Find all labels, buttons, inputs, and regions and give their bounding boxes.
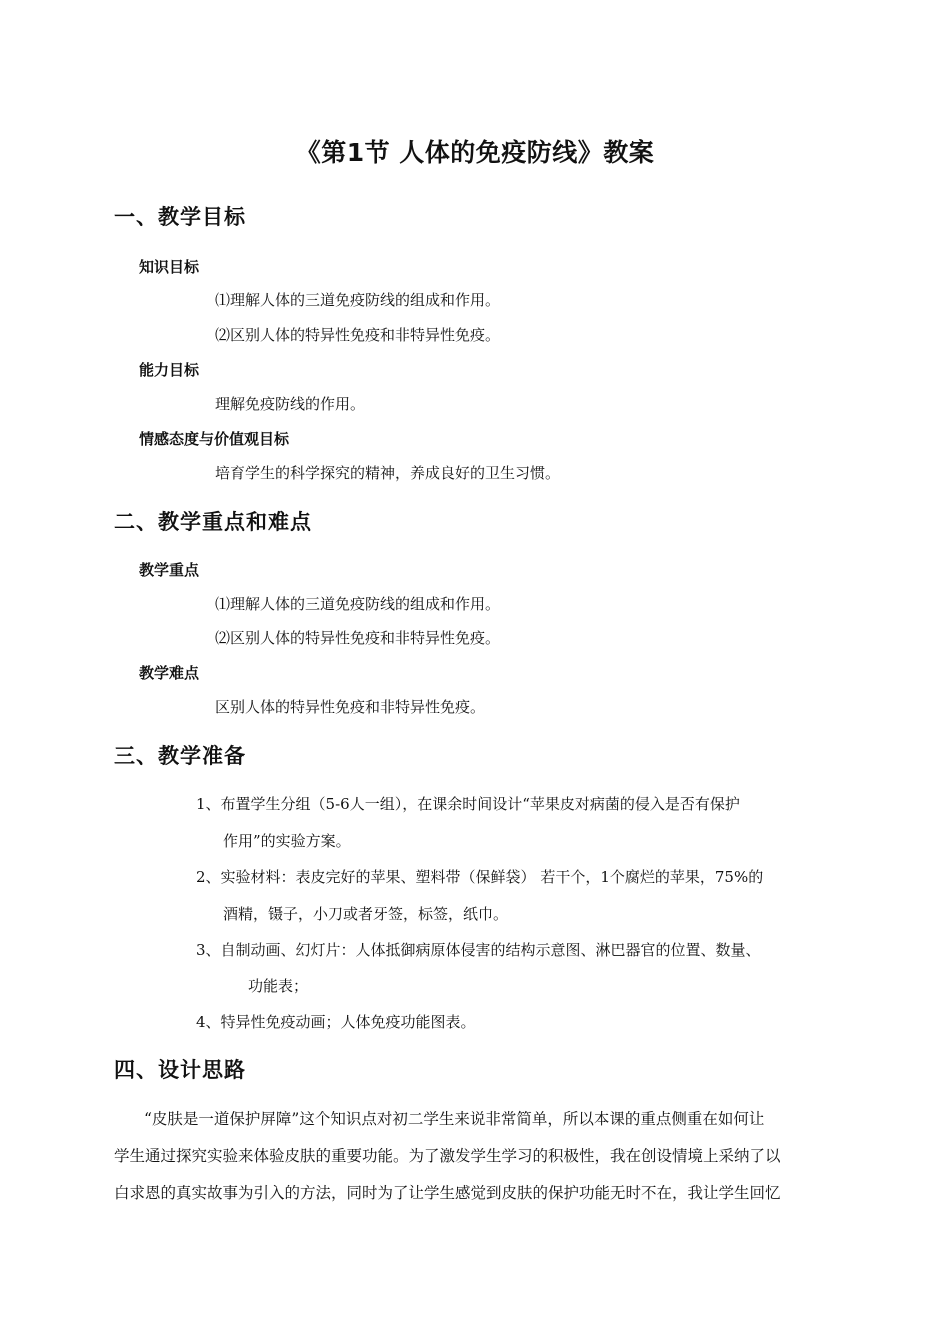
paragraph-line: 学生通过探究实验来体验皮肤的重要功能。为了激发学生学习的积极性，我在创设情境上采纳了以 <box>114 1147 781 1165</box>
paragraph: 理解免疫防线的作用。 <box>215 395 366 413</box>
list-item: ⑴理解人体的三道免疫防线的组成和作用。 <box>215 595 501 613</box>
section-heading-key-points: 二、教学重点和难点 <box>114 510 312 534</box>
paragraph: 培育学生的科学探究的精神，养成良好的卫生习惯。 <box>215 464 561 482</box>
list-item: 3、自制动画、幻灯片：人体抵御病原体侵害的结构示意图、淋巴器官的位置、数量、 <box>196 941 761 959</box>
subheading-ability: 能力目标 <box>139 361 200 379</box>
paragraph: 区别人体的特异性免疫和非特异性免疫。 <box>215 698 486 716</box>
page-title: 《第1节 人体的免疫防线》教案 <box>295 138 655 167</box>
list-item-continuation: 作用”的实验方案。 <box>223 832 351 850</box>
subheading-knowledge: 知识目标 <box>139 258 200 276</box>
list-item: 1、布置学生分组（5-6人一组），在课余时间设计“苹果皮对病菌的侵入是否有保护 <box>196 795 740 813</box>
list-item-continuation: 功能表； <box>248 977 309 995</box>
subheading-key: 教学重点 <box>139 561 200 579</box>
list-item: ⑵区别人体的特异性免疫和非特异性免疫。 <box>215 629 501 647</box>
paragraph-line: “皮肤是一道保护屏障”这个知识点对初二学生来说非常简单，所以本课的重点侧重在如何让 <box>144 1110 765 1128</box>
section-heading-design: 四、设计思路 <box>114 1058 246 1082</box>
list-item-continuation: 酒精，镊子，小刀或者牙签，标签，纸巾。 <box>223 905 509 923</box>
subheading-difficult: 教学难点 <box>139 664 200 682</box>
subheading-attitude: 情感态度与价值观目标 <box>139 430 290 448</box>
list-item: ⑴理解人体的三道免疫防线的组成和作用。 <box>215 291 501 309</box>
list-item: 2、实验材料：表皮完好的苹果、塑料带（保鲜袋） 若干个，1个腐烂的苹果，75%的 <box>196 868 764 886</box>
paragraph-line: 白求恩的真实故事为引入的方法，同时为了让学生感觉到皮肤的保护功能无时不在，我让学生回忆 <box>114 1184 781 1202</box>
list-item: ⑵区别人体的特异性免疫和非特异性免疫。 <box>215 326 501 344</box>
section-heading-preparation: 三、教学准备 <box>114 744 246 768</box>
list-item: 4、特异性免疫动画；人体免疫功能图表。 <box>196 1013 476 1031</box>
section-heading-objectives: 一、教学目标 <box>114 205 246 229</box>
